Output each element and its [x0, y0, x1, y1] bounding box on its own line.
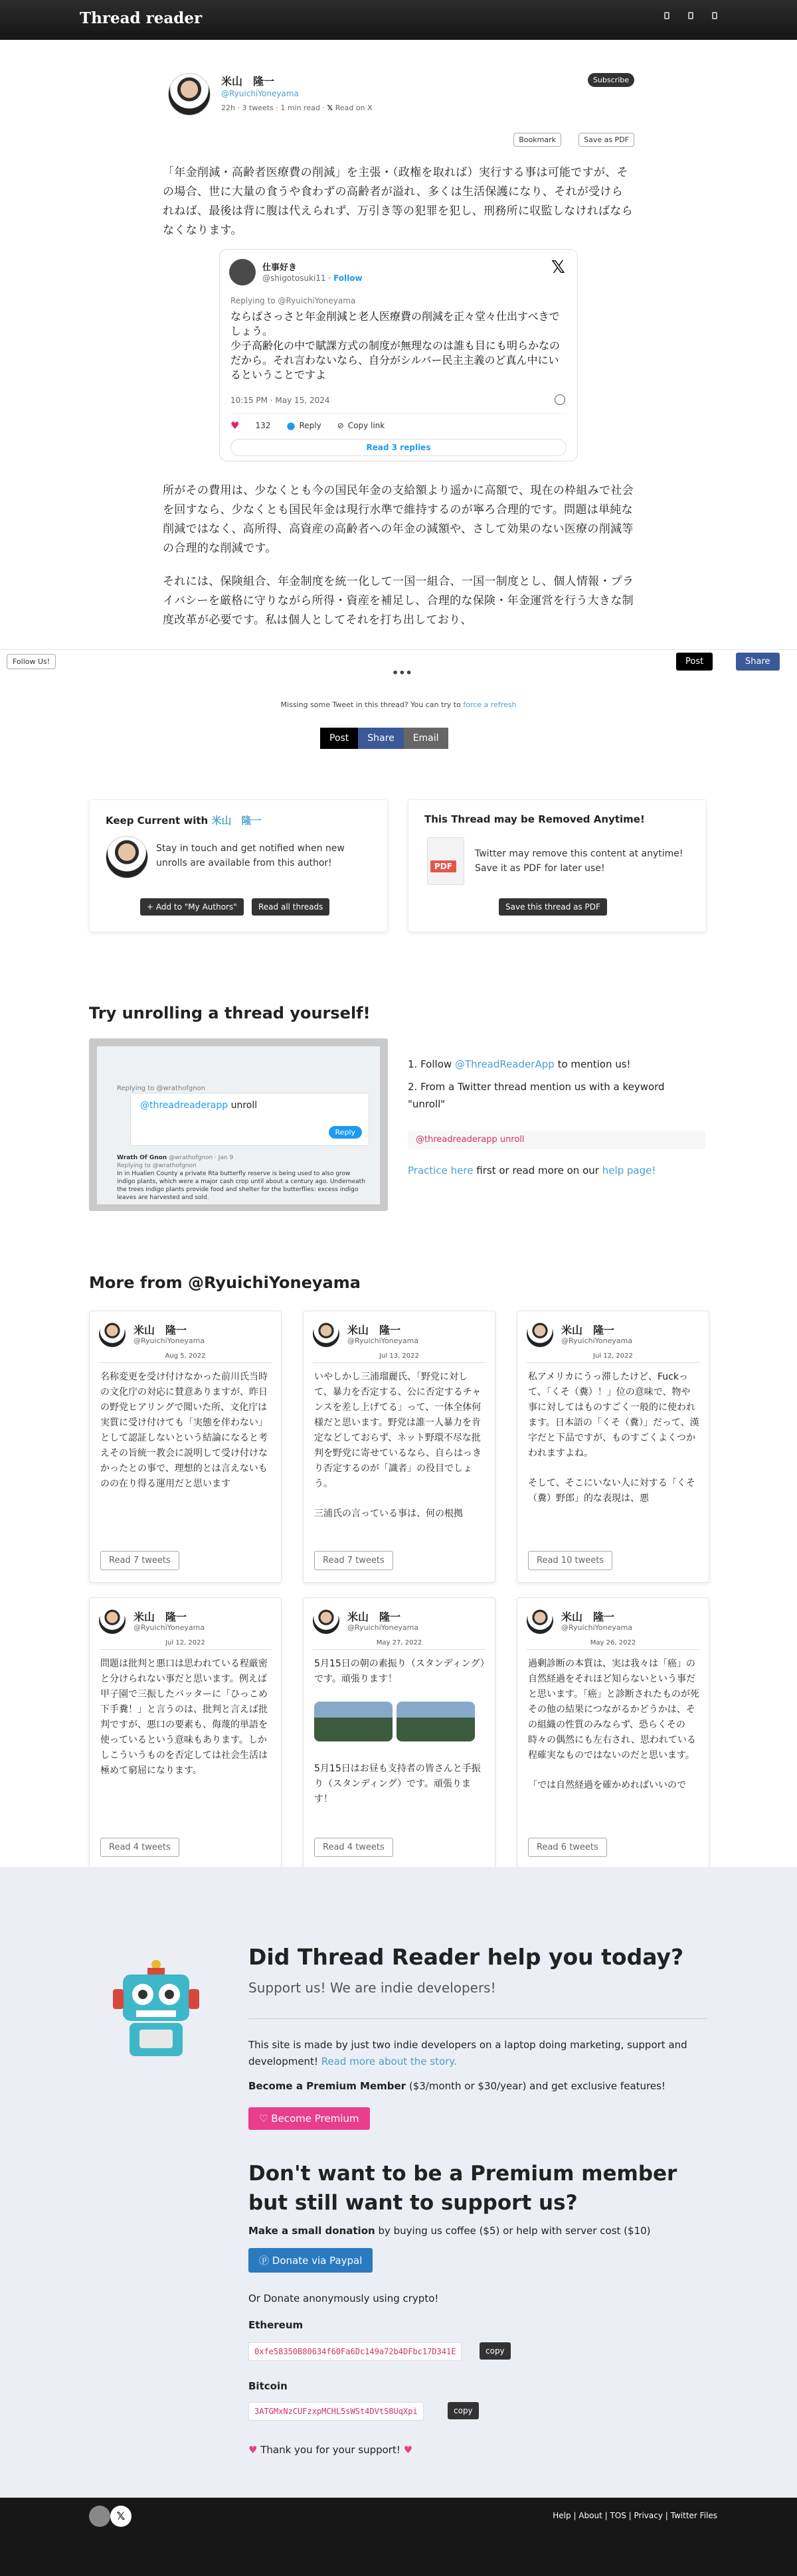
top-navbar	[0, 0, 797, 40]
reply-link[interactable]: Reply	[299, 421, 321, 430]
add-to-my-authors-button[interactable]: + Add to "My Authors"	[140, 898, 244, 916]
x-logo-icon[interactable]: 𝕏	[110, 2506, 132, 2527]
card-author-handle: @RyuichiYoneyama	[133, 1623, 205, 1632]
embed-author-handle: @shigotosuki11 · Follow	[262, 274, 363, 283]
embed-avatar[interactable]	[229, 259, 256, 285]
removed-title: This Thread may be Removed Anytime!	[424, 813, 645, 825]
card-paragraph: そして、そこにいない人に対する「くそ（糞）野郎」的な表現は、悪	[528, 1478, 695, 1504]
more-thread-card[interactable]	[89, 1597, 282, 1870]
embed-author-name[interactable]: 仕事好き	[262, 263, 298, 273]
brand-logo[interactable]: Thread reader	[80, 9, 203, 27]
more-thread-card[interactable]	[89, 1311, 282, 1583]
share-button[interactable]: Share	[358, 728, 403, 749]
menu-icon[interactable]	[712, 12, 717, 19]
copy-eth-button[interactable]: copy	[480, 2342, 511, 2360]
force-refresh-link[interactable]: force a refresh	[463, 700, 517, 709]
email-button[interactable]: Email	[404, 728, 448, 749]
card-author-name: 米山 隆一	[561, 1324, 615, 1336]
removed-text: Twitter may remove this content at anytime! Save it as PDF for later use!	[475, 848, 683, 874]
read-replies-button[interactable]: Read 3 replies	[230, 439, 567, 456]
read-tweets-button[interactable]: Read 4 tweets	[100, 1838, 179, 1857]
heart-icon[interactable]: ♥	[230, 420, 240, 432]
card-author-handle: @RyuichiYoneyama	[347, 1623, 419, 1632]
card-date: May 27, 2022	[313, 1639, 486, 1650]
card-date: May 26, 2022	[527, 1639, 699, 1650]
card-paragraph: 名称変更を受け付けなかった前川氏当時の文化庁の対応に賛意ありますが、昨日の野党ヒアリングで聞いた所、文化庁は実質に受け付けても「実態を伴わない」として認証しないという結論になると考えその旨統一教会に説明して受け付けなかったとの事で、理想的とは言えないものの在り得る運用だと思います	[100, 1372, 268, 1489]
more-thread-card[interactable]	[303, 1597, 495, 1870]
unroll-example-screenshot: Replying to @wrathofgnon @threadreaderapp unroll Reply Wrath Of Gnon @wrathofgnon · Jan 9 Replying to @wrathofgnon In in Hualien County a private Rta butterfly reserve is being used to also grow indigo plants, which were a major cash crop until about a century ago. Underneath the trees indigo plants provide food and shelter for the butterflies: excess indigo leaves are harvested and sold.	[89, 1038, 388, 1211]
subscribe-button[interactable]: Subscribe	[588, 73, 634, 87]
keep-current-text: Stay in touch and get notified when new unrolls are available from this author!	[156, 843, 345, 868]
theme-toggle-icon[interactable]	[89, 2506, 110, 2527]
author-avatar[interactable]	[313, 1607, 339, 1634]
read-tweets-button[interactable]: Read 4 tweets	[314, 1838, 393, 1857]
card-date: Aug 5, 2022	[99, 1352, 272, 1363]
card-author-name: 米山 隆一	[133, 1611, 187, 1623]
follow-us-button[interactable]: Follow Us!	[7, 654, 56, 669]
card-author-name: 米山 隆一	[133, 1324, 187, 1336]
search-icon[interactable]	[664, 12, 669, 19]
more-thread-card[interactable]	[517, 1597, 709, 1870]
more-thread-card[interactable]	[303, 1311, 495, 1583]
author-avatar[interactable]	[168, 73, 211, 116]
unroll-steps	[408, 1056, 693, 1113]
author-link[interactable]: 米山 隆一	[211, 815, 262, 827]
step-2: 2. From a Twitter thread mention us with a keyword "unroll"	[408, 1081, 665, 1110]
card-paragraph: 5月15日はお昼も支持者の皆さんと手振り（スタンディング）です。頑張ります！	[314, 1763, 481, 1805]
story-link[interactable]: Read more about the story.	[321, 2055, 457, 2067]
post-button[interactable]: Post	[676, 653, 713, 671]
navbar-icons	[664, 12, 717, 19]
paypal-button[interactable]: ⓟ Donate via Paypal	[248, 2248, 373, 2273]
removed-warning-card	[408, 799, 707, 932]
ethereum-label: Ethereum	[248, 2319, 304, 2331]
donation-text: Make a small donation by buying us coffee ($5) or help with server cost ($10)	[248, 2225, 651, 2237]
support-title: Did Thread Reader help you today?	[248, 1944, 684, 1970]
author-avatar[interactable]	[527, 1321, 553, 1347]
more-from-title: More from @RyuichiYoneyama	[89, 1273, 361, 1292]
read-tweets-button[interactable]: Read 6 tweets	[528, 1838, 607, 1857]
card-images	[314, 1702, 486, 1747]
read-on-x-link[interactable]: Read on X	[335, 104, 373, 112]
thread-paragraph-3: それには、保険組合、年金制度を統一化して一国一組合、一国一制度とし、個人情報・プライバシーを厳格に守りながら所得・資産を補足し、合理的な保険・年金運営を行う大きな制度改革が必要です。私は個人としてそれを打ち出しており、	[163, 575, 634, 627]
save-thread-pdf-button[interactable]: Save this thread as PDF	[499, 898, 607, 916]
bitcoin-label: Bitcoin	[248, 2380, 288, 2392]
reply-bubble-icon[interactable]: ●	[286, 420, 296, 432]
card-paragraph: 問題は批判と悪口は思われている程厳密と分けられない事だと思います。例えば甲子園で三振したバッターに「ひっこめ下手糞！」と言うのは、批判と言えば批判ですが、悪口の要素も、侮蔑的単語を使っているという意味もあります。しかしこういうものを否定しては社会生活は極めて窮屈になります。	[100, 1658, 268, 1776]
like-count: 132	[255, 421, 271, 430]
tweet-photo	[314, 1702, 393, 1741]
support-story: This site is made by just two indie developers on a laptop doing marketing, support and development! Read more about the story.	[248, 2039, 687, 2067]
card-body	[100, 1656, 272, 1821]
author-avatar[interactable]	[313, 1321, 339, 1347]
copy-link[interactable]: Copy link	[347, 421, 385, 430]
card-paragraph: 5月15日の朝の素振り（スタンディング）です。頑張ります！	[314, 1658, 485, 1684]
try-unroll-title: Try unrolling a thread yourself!	[89, 1004, 371, 1022]
embed-date[interactable]: 10:15 PM · May 15, 2024	[230, 396, 330, 405]
step-1: 1. Follow @ThreadReaderApp to mention us!	[408, 1058, 631, 1070]
card-body	[314, 1370, 486, 1534]
keep-current-card	[89, 799, 388, 932]
card-date: Jul 12, 2022	[527, 1352, 699, 1363]
card-author-name: 米山 隆一	[347, 1324, 401, 1336]
help-page-link[interactable]: help page!	[602, 1165, 656, 1176]
card-author-name: 米山 隆一	[347, 1611, 401, 1623]
example-reply-box: @threadreaderapp unroll Reply	[130, 1093, 369, 1146]
read-tweets-button[interactable]: Read 7 tweets	[314, 1551, 393, 1570]
heart-icon: ♡	[259, 2113, 272, 2125]
read-all-threads-button[interactable]: Read all threads	[252, 898, 329, 916]
embed-text: ならばさっさと年金削減と老人医療費の削減を正々堂々仕出すべきでしょう。 少子高齢化の中で賦課方式の制度が無理なのは誰も目にも明らかなのだから。それ言わないなら、自分がシルバー民主主義のど真ん中にいるということですよ	[230, 310, 561, 381]
share-button[interactable]: Share	[736, 653, 780, 671]
save-pdf-button[interactable]: Save as PDF	[578, 133, 634, 147]
author-avatar[interactable]	[106, 836, 148, 878]
card-author-handle: @RyuichiYoneyama	[133, 1336, 205, 1345]
more-dots-icon[interactable]: •••	[392, 667, 412, 679]
follow-link[interactable]: Follow	[333, 274, 363, 283]
robot-mascot-icon	[113, 1960, 199, 2059]
card-paragraph: 過剰診断の本質は、実は我々は「癌」の自然経過をそれほど知らないという事だと思います。「癌」と診断されたものが死その他の結果につながるかどうかは、その組織の性質のみならず、恐らくその時々の偶然にも左右され、思われている程確実なものではないのだと思います。	[528, 1658, 699, 1761]
embedded-tweet[interactable]	[219, 249, 578, 461]
threadreaderapp-link[interactable]: @ThreadReaderApp	[454, 1058, 555, 1070]
practice-link[interactable]: Practice here	[408, 1165, 474, 1176]
card-date: Jul 13, 2022	[313, 1352, 486, 1363]
info-icon[interactable]	[555, 394, 565, 405]
support-subtitle: Support us! We are indie developers!	[248, 1980, 496, 1996]
post-button[interactable]: Post	[320, 728, 358, 749]
missing-tweet-notice: Missing some Tweet in this thread? You can try to force a refresh	[280, 700, 517, 709]
read-tweets-button[interactable]: Read 10 tweets	[528, 1551, 612, 1570]
example-reply-button: Reply	[329, 1126, 362, 1139]
card-author-name: 米山 隆一	[561, 1611, 615, 1623]
author-name[interactable]: 米山 隆一	[221, 75, 275, 88]
card-author-handle: @RyuichiYoneyama	[561, 1336, 633, 1345]
divider	[248, 2018, 707, 2019]
donate-title: Don't want to be a Premium member but still want to support us?	[248, 2162, 677, 2215]
author-avatar[interactable]	[527, 1607, 553, 1634]
footer	[0, 2498, 797, 2576]
more-thread-card[interactable]	[517, 1311, 709, 1583]
crypto-text: Or Donate anonymously using crypto!	[248, 2293, 439, 2304]
bitcoin-address[interactable]: 3ATGMxNzCUFzxpMCHL5sWSt4DVtS8UqXpi	[248, 2402, 424, 2421]
card-author-handle: @RyuichiYoneyama	[561, 1623, 633, 1632]
heart-icon: ♥	[400, 2444, 413, 2456]
embed-replying-to: Replying to @RyuichiYoneyama	[230, 296, 356, 305]
keep-current-title: Keep Current with 米山 隆一	[106, 815, 262, 827]
thread-meta: 22h · 3 tweets · 1 min read · 𝕏 Read on X	[221, 104, 373, 112]
x-logo-icon[interactable]: 𝕏	[551, 258, 565, 278]
practice-line: Practice here first or read more on our help page!	[408, 1165, 656, 1176]
x-icon: 𝕏	[327, 104, 333, 112]
card-paragraph: 「では自然経過を確かめればいいので	[528, 1780, 686, 1791]
author-avatar[interactable]	[99, 1321, 126, 1347]
card-body	[314, 1656, 486, 1821]
author-handle[interactable]: @RyuichiYoneyama	[221, 89, 299, 98]
example-tweet: Wrath Of Gnon @wrathofgnon · Jan 9 Replying to @wrathofgnon In in Hualien County a private Rta butterfly reserve is being used to also grow indigo plants, which were a major cash crop until about a century ago. Underneath the trees indigo plants provide food and shelter for the butterflies: excess indigo leaves are harvested and sold.	[117, 1155, 365, 1201]
card-author-handle: @RyuichiYoneyama	[347, 1336, 419, 1345]
bookmark-icon[interactable]	[688, 12, 693, 19]
support-section	[0, 1867, 797, 2498]
card-date: Jul 12, 2022	[99, 1639, 272, 1650]
divider	[230, 413, 567, 414]
author-avatar[interactable]	[99, 1607, 126, 1634]
become-premium-button[interactable]: ♡ Become Premium	[248, 2107, 370, 2130]
thread-paragraph-2: 所がその費用は、少なくとも今の国民年金の支給額より遥かに高額で、現在の枠組みで社会を回すなら、少なくとも国民年金は現行水準で維持するのが寧ろ合理的です。問題は単純な削減ではなく、高所得、高資産の高齢者への年金の減額や、さして効果のない医療の削減等の合理的な削減です。	[163, 484, 634, 555]
ethereum-address[interactable]: 0xfe58350B80634f60Fa6Dc149a72b4DFbc17D341E	[248, 2342, 462, 2361]
thread-paragraph-1: 「年金削減・高齢者医療費の削減」を主張・（政権を取れば）実行する事は可能ですが、その場合、世に大量の食うや食わずの高齢者が溢れ、多くは生活保護になり、それが受けられねば、最後は背に腹は代えられず、万引き等の犯罪を犯し、刑務所に収監しなければならなくなります。	[163, 166, 633, 237]
premium-text: Become a Premium Member ($3/month or $30/year) and get exclusive features!	[248, 2080, 665, 2092]
footer-links[interactable]: Help | About | TOS | Privacy | Twitter Files	[553, 2511, 717, 2520]
bookmark-button[interactable]: Bookmark	[513, 133, 561, 147]
share-button-row	[320, 728, 448, 749]
author-header	[163, 70, 634, 144]
card-paragraph: 三浦氏の言っている事は、何の根拠	[314, 1508, 463, 1519]
embed-actions	[230, 420, 385, 432]
card-body	[528, 1370, 699, 1534]
pdf-file-icon: PDF	[427, 837, 464, 885]
copy-btc-button[interactable]: copy	[448, 2402, 479, 2419]
card-body	[528, 1656, 699, 1821]
mention-example: @threadreaderapp unroll	[408, 1131, 705, 1149]
link-icon[interactable]: ⊘	[337, 421, 344, 430]
card-paragraph: いやしかし三浦瑠麗氏、「野党に対して、暴力を否定する、公に否定するチャンスを差し上げてる」って、一体全体何様だと思います。野党は誰一人暴力を肯定などしておらず、ネット野環不尽な批判を野党に寄せているなら、自らはっきり否定するのが「識者」の役目でしょう。	[314, 1372, 482, 1489]
card-body	[100, 1370, 272, 1534]
paypal-icon: ⓟ	[259, 2255, 272, 2267]
card-paragraph: 私アメリカにうっ滞したけど、Fuckって、「くそ（糞）！」位の意味で、物や事に対してはものすごく一般的に使われます。日本語の「くそ（糞）」だって、漢字だと下品ですが、ものすごくよくつかわれますよね。	[528, 1372, 699, 1459]
heart-icon: ♥	[248, 2444, 261, 2456]
read-tweets-button[interactable]: Read 7 tweets	[100, 1551, 179, 1570]
thanks-text: ♥ Thank you for your support! ♥	[248, 2444, 413, 2456]
tweet-photo	[397, 1702, 475, 1741]
